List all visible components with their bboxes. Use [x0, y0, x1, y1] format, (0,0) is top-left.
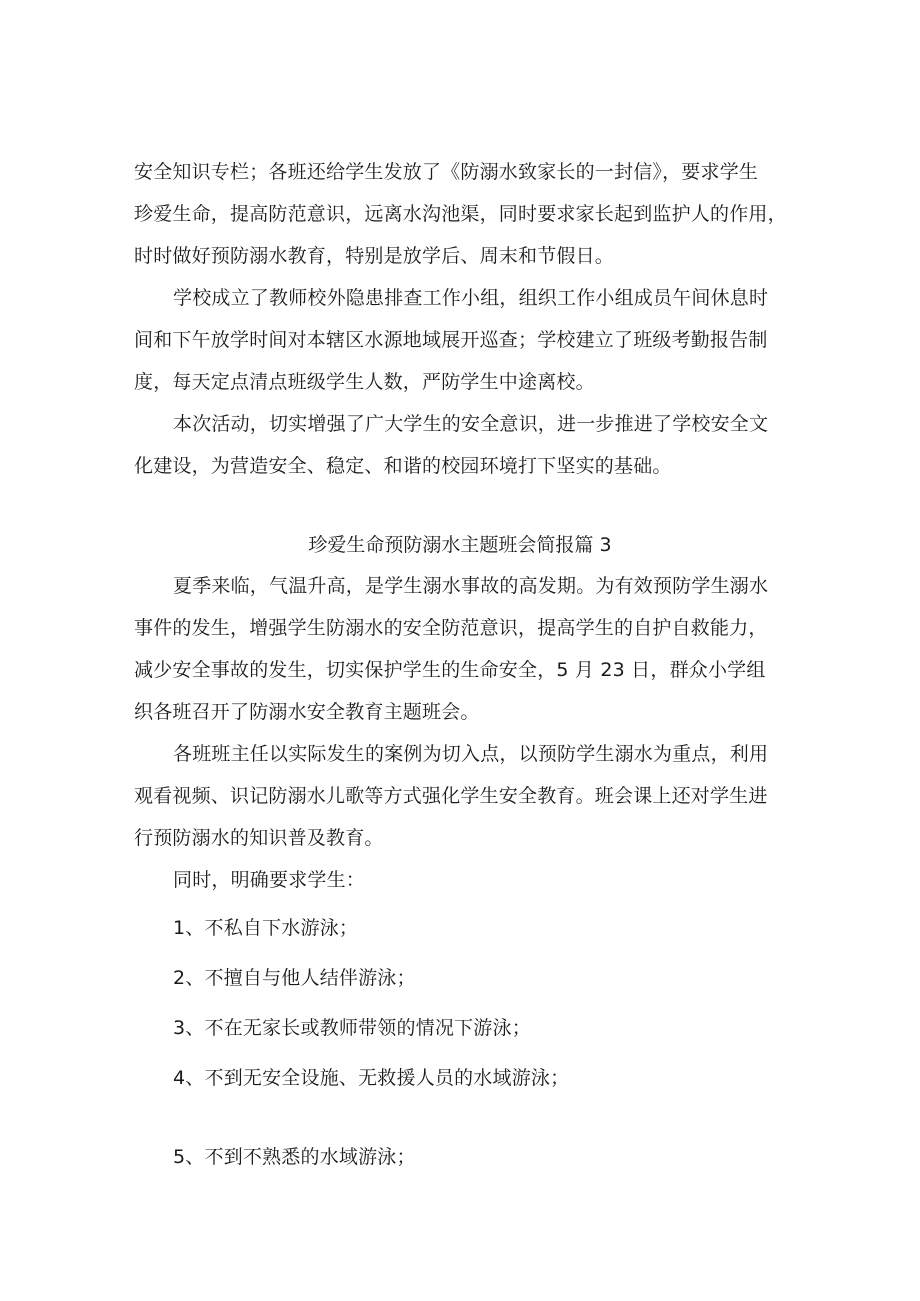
paragraph-line: 度，每天定点清点班级学生人数，严防学生中途离校。 [134, 371, 595, 393]
paragraph-line: 夏季来临，气温升高，是学生溺水事故的高发期。为有效预防学生溺水 [173, 575, 769, 597]
section-title: 珍爱生命预防溺水主题班会简报篇 3 [308, 534, 612, 556]
list-item: 1、不私自下水游泳； [173, 917, 359, 939]
paragraph-line: 减少安全事故的发生，切实保护学生的生命安全，5 月 23 日，群众小学组 [134, 659, 766, 681]
list-item: 2、不擅自与他人结伴游泳； [173, 967, 416, 989]
paragraph-line: 事件的发生，增强学生防溺水的安全防范意识，提高学生的自护自救能力， [134, 617, 768, 639]
paragraph-line: 化建设，为营造安全、稳定、和谐的校园环境打下坚实的基础。 [134, 455, 672, 477]
paragraph-line: 珍爱生命，提高防范意识，远离水沟池渠，同时要求家长起到监护人的作用， [134, 203, 787, 225]
paragraph-line: 学校成立了教师校外隐患排查工作小组，组织工作小组成员午间休息时 [173, 287, 769, 309]
list-item: 4、不到无安全设施、无救援人员的水域游泳； [173, 1067, 570, 1089]
paragraph-line: 各班班主任以实际发生的案例为切入点，以预防学生溺水为重点，利用 [173, 743, 769, 765]
list-item: 5、不到不熟悉的水域游泳； [173, 1146, 416, 1168]
paragraph-line: 安全知识专栏；各班还给学生发放了《防溺水致家长的一封信》，要求学生 [134, 161, 759, 183]
list-item: 3、不在无家长或教师带领的情况下游泳； [173, 1017, 531, 1039]
paragraph-line: 行预防溺水的知识普及教育。 [134, 827, 384, 849]
paragraph-line: 本次活动，切实增强了广大学生的安全意识，进一步推进了学校安全文 [173, 413, 769, 435]
paragraph-line: 时时做好预防溺水教育，特别是放学后、周末和节假日。 [134, 245, 615, 267]
paragraph-line: 织各班召开了防溺水安全教育主题班会。 [134, 701, 480, 723]
paragraph-line: 间和下午放学时间对本辖区水源地域展开巡查；学校建立了班级考勤报告制 [134, 329, 768, 351]
paragraph-line: 观看视频、识记防溺水儿歌等方式强化学生安全教育。班会课上还对学生进 [134, 785, 768, 807]
paragraph-line: 同时，明确要求学生： [173, 869, 366, 891]
